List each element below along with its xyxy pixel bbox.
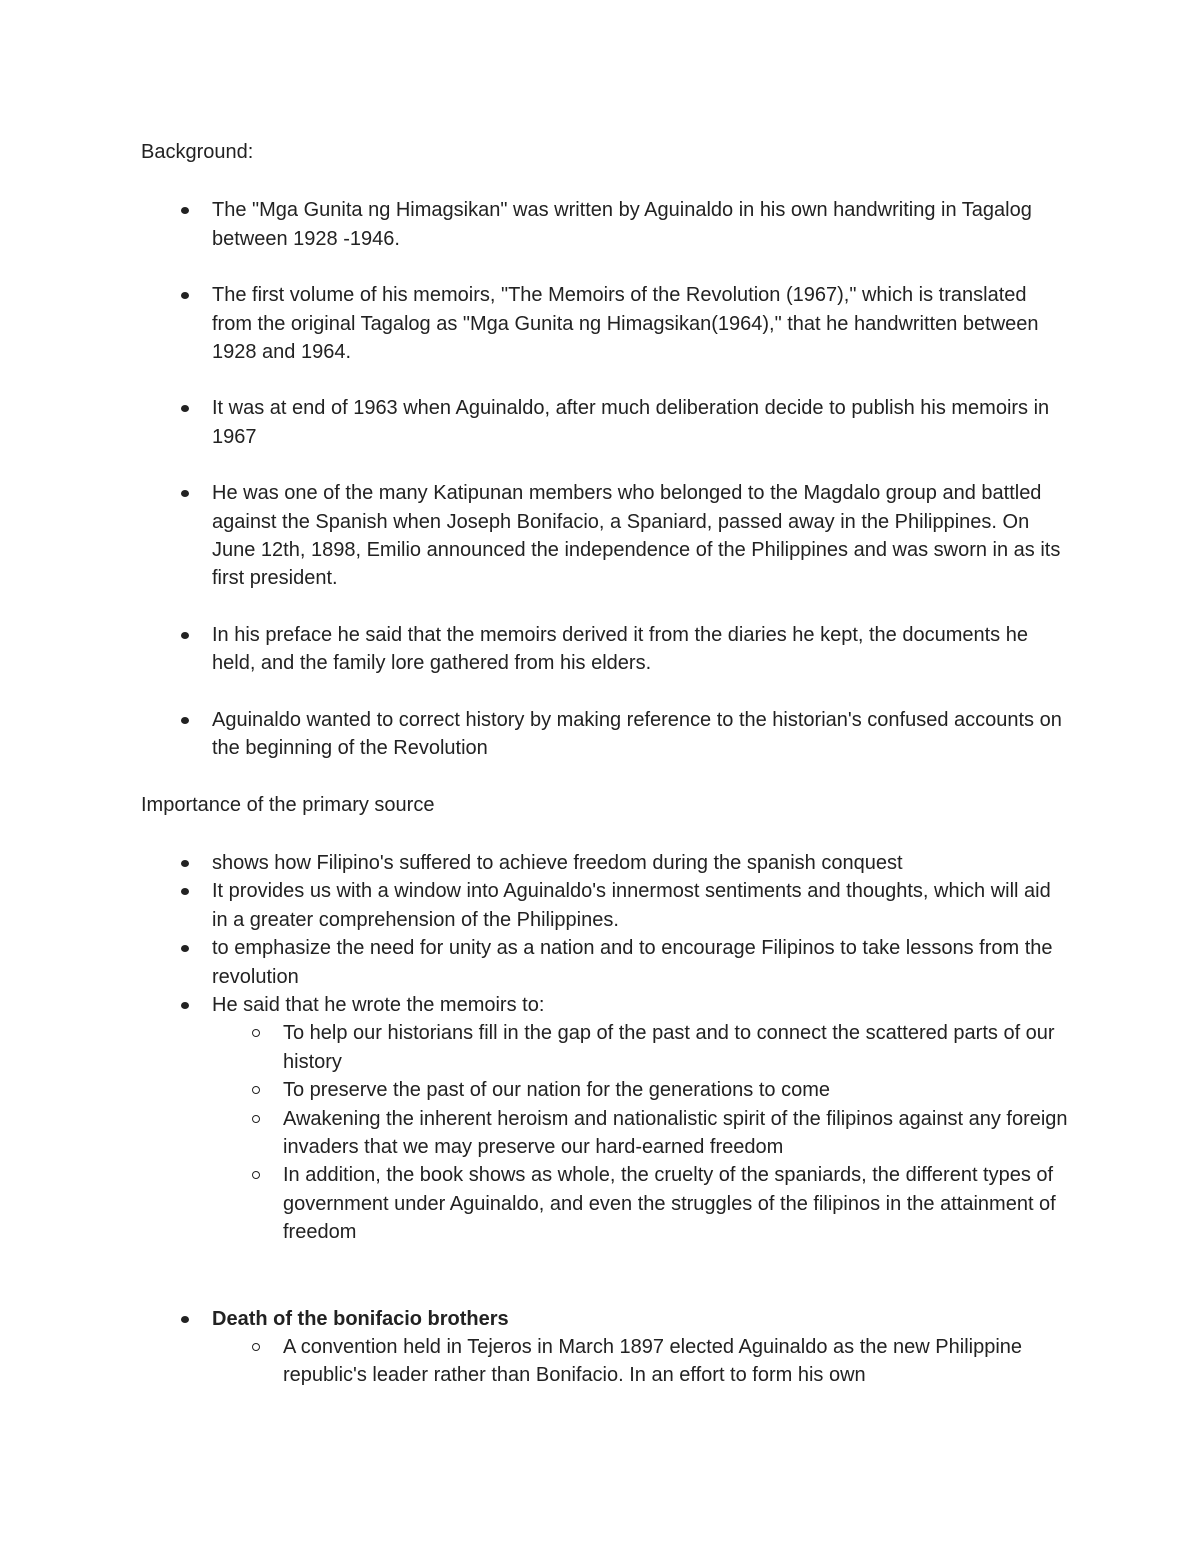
list-item: to emphasize the need for unity as a nation and to encourage Filipinos to take lessons from the revolution xyxy=(141,934,1071,991)
hollow-bullet-icon xyxy=(252,1029,260,1037)
sublist-item: To help our historians fill in the gap of the past and to connect the scattered parts of our history xyxy=(212,1019,1071,1076)
list-item: In his preface he said that the memoirs derived it from the diaries he kept, the documents he held, and the family lore gathered from his elders. xyxy=(141,621,1071,678)
list-item: He was one of the many Katipunan members who belonged to the Magdalo group and battled against the Spanish when Joseph Bonifacio, a Spaniard, passed away in the Philippines. On June 12th, 1898, Emilio announced the independence of the Philippines and was sworn in as its first president. xyxy=(141,479,1071,593)
background-heading: Background: xyxy=(141,141,254,163)
sublist-item: In addition, the book shows as whole, the cruelty of the spaniards, the different types of government under Aguinaldo, and even the struggles of the filipinos in the attainment of freedom xyxy=(212,1161,1071,1246)
list-item xyxy=(141,1305,1071,1390)
death-sublist xyxy=(212,1333,1071,1390)
bullet-icon xyxy=(181,632,189,639)
sublist-item: A convention held in Tejeros in March 1897 elected Aguinaldo as the new Philippine republic's leader rather than Bonifacio. In an effort to form his own xyxy=(212,1333,1071,1390)
list-item: He said that he wrote the memoirs to: To help our historians fill in the gap of the past and to connect the scattered parts of our history To preserve the past of our nation for the generations to come Awakening the inherent heroism and nationalistic spirit of the filipinos against any foreign invaders that we may preserve our hard-earned freedom In addition, the book shows as whole, the cruelty of the spaniards, the different types of government under Aguinaldo, and even the struggles of the filipinos in the attainment of freedom xyxy=(141,991,1071,1247)
bullet-icon xyxy=(181,490,189,497)
bullet-icon xyxy=(181,945,189,952)
background-list xyxy=(141,196,1071,762)
list-item: shows how Filipino's suffered to achieve freedom during the spanish conquest xyxy=(141,849,1071,877)
hollow-bullet-icon xyxy=(252,1115,260,1123)
sublist-item: To preserve the past of our nation for the generations to come xyxy=(212,1076,1071,1104)
importance-list xyxy=(141,849,1071,1390)
hollow-bullet-icon xyxy=(252,1086,260,1094)
memoir-purpose-sublist xyxy=(212,1019,1071,1246)
death-heading: Death of the bonifacio brothers xyxy=(212,1307,509,1330)
list-item: It was at end of 1963 when Aguinaldo, after much deliberation decide to publish his memoirs in 1967 xyxy=(141,394,1071,451)
bullet-icon xyxy=(181,717,189,724)
importance-heading: Importance of the primary source xyxy=(141,793,435,816)
bullet-icon xyxy=(181,888,189,895)
bullet-icon xyxy=(181,292,189,299)
document-page xyxy=(141,138,1071,1390)
list-item: The first volume of his memoirs, "The Memoirs of the Revolution (1967)," which is translated from the original Tagalog as "Mga Gunita ng Himagsikan(1964)," that he handwritten between 1928 and 1964. xyxy=(141,281,1071,366)
list-item: Aguinaldo wanted to correct history by making reference to the historian's confused accounts on the beginning of the Revolution xyxy=(141,706,1071,763)
bullet-icon xyxy=(181,1316,189,1323)
bullet-icon xyxy=(181,1002,189,1009)
hollow-bullet-icon xyxy=(252,1343,260,1351)
list-item: The "Mga Gunita ng Himagsikan" was written by Aguinaldo in his own handwriting in Tagalog between 1928 -1946. xyxy=(141,196,1071,253)
hollow-bullet-icon xyxy=(252,1171,260,1179)
bullet-icon xyxy=(181,405,189,412)
list-item: It provides us with a window into Aguinaldo's innermost sentiments and thoughts, which will aid in a greater comprehension of the Philippines. xyxy=(141,877,1071,934)
sublist-item: Awakening the inherent heroism and nationalistic spirit of the filipinos against any foreign invaders that we may preserve our hard-earned freedom xyxy=(212,1105,1071,1162)
bullet-icon xyxy=(181,207,189,214)
bullet-icon xyxy=(181,860,189,867)
